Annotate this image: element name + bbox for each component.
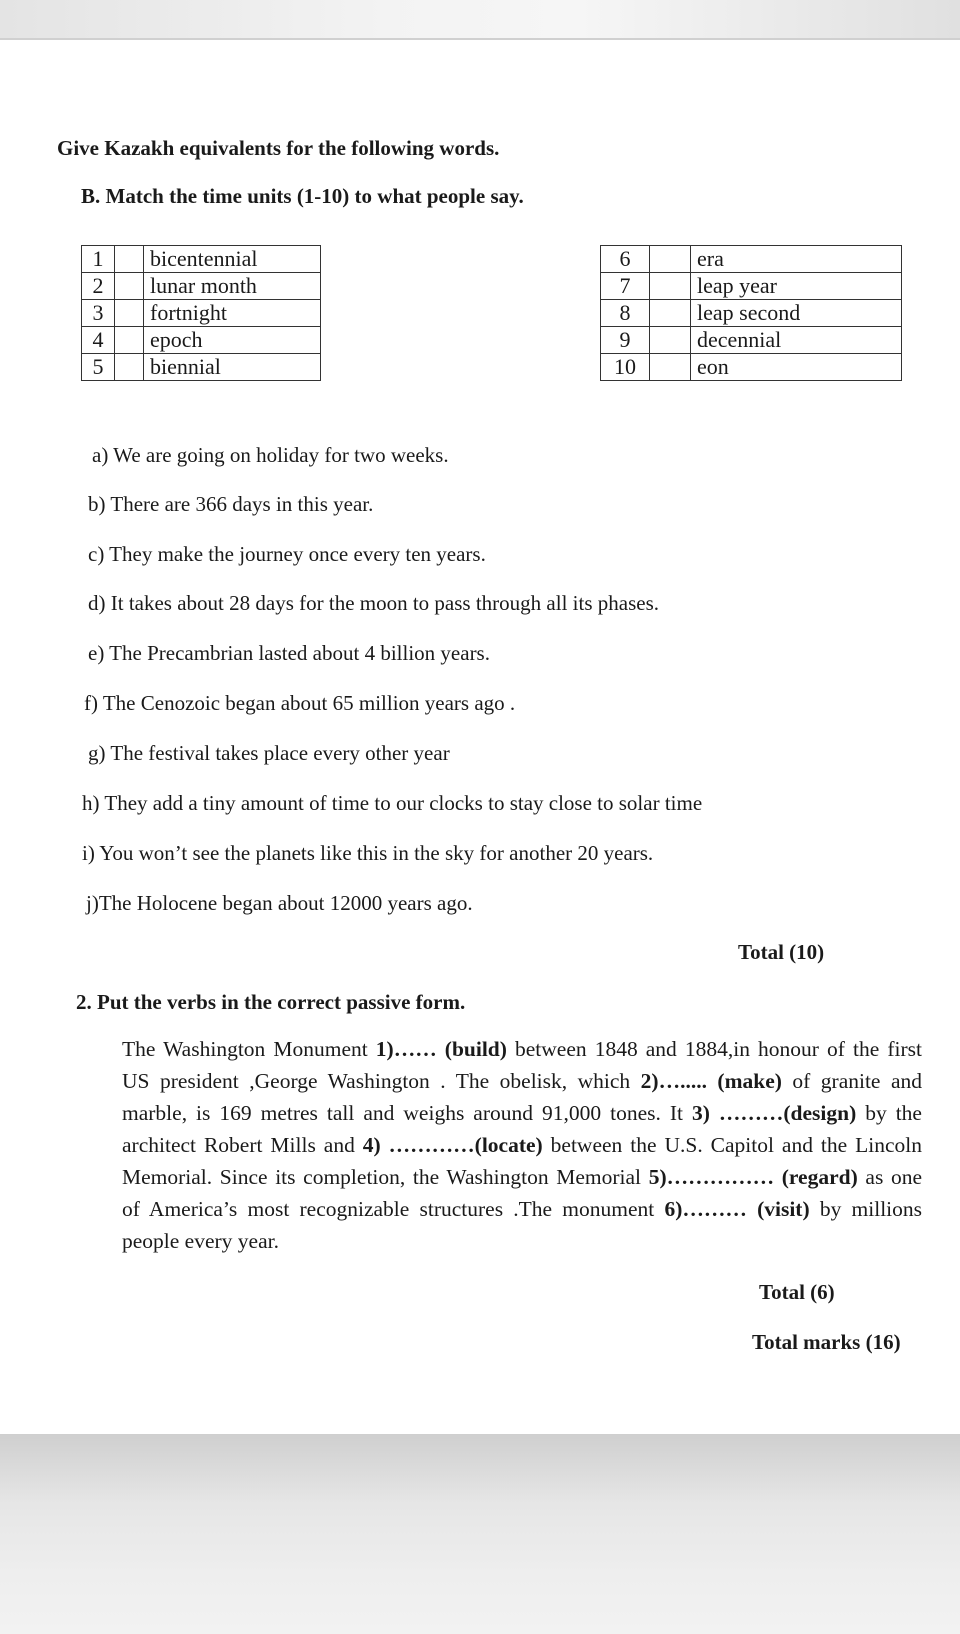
item-number: 8 [601,300,650,327]
sentence-h: h) They add a tiny amount of time to our clocks to stay close to solar time [82,791,703,815]
item-number: 6 [601,246,650,273]
passage-text: between 1848 and 1884,in honour of the first US president ,George Washington . The obelisk, which [122,1037,922,1093]
time-units-table-right [600,245,902,381]
item-number: 3 [82,300,115,327]
time-unit: biennial [144,354,321,381]
time-unit: epoch [144,327,321,354]
sentence-g: g) The festival takes place every other year [88,741,450,765]
sentence-i: i) You won’t see the planets like this in the sky for another 20 years. [82,841,654,865]
gap-1: 1)…… (build) [375,1037,507,1061]
gap-5: 5)…………… (regard) [648,1165,858,1189]
top-shadow-band [0,0,960,40]
sentence-c: c) They make the journey once every ten years. [88,542,486,566]
table-row [82,246,321,273]
time-unit: bicentennial [144,246,321,273]
time-units-table-left [81,245,321,381]
item-number: 9 [601,327,650,354]
time-unit: leap year [691,273,902,300]
table-row [82,354,321,381]
time-unit: leap second [691,300,902,327]
table-row [601,246,902,273]
section-b-title: B. Match the time units (1-10) to what people say. [81,184,524,208]
sentence-e: e) The Precambrian lasted about 4 billion years. [88,641,490,665]
section-2-title: 2. Put the verbs in the correct passive form. [76,990,466,1014]
section-b-total: Total (10) [738,940,825,964]
time-unit: era [691,246,902,273]
table-row [82,300,321,327]
item-number: 5 [82,354,115,381]
sentence-f: f) The Cenozoic began about 65 million years ago . [84,691,516,715]
section-2-total: Total (6) [759,1280,835,1304]
gap-2: 2)…..... (make) [640,1069,782,1093]
sentence-b: b) There are 366 days in this year. [88,492,374,516]
sentence-j: j)The Holocene began about 12000 years ago. [86,891,473,915]
total-marks: Total marks (16) [752,1330,901,1354]
passive-exercise-paragraph [82,1033,922,1257]
time-unit: lunar month [144,273,321,300]
gap-6: 6)……… (visit) [664,1197,810,1221]
item-number: 4 [82,327,115,354]
table-row [601,273,902,300]
passage-text: of granite and marble, is 169 metres tall and weighs around 91,000 tones. It [122,1069,922,1125]
item-number: 2 [82,273,115,300]
table-row [601,327,902,354]
table-row [601,300,902,327]
table-row [82,273,321,300]
passage-text: by millions people every year. [122,1197,923,1253]
item-number: 10 [601,354,650,381]
time-unit: fortnight [144,300,321,327]
gap-4: 4) …………(locate) [362,1133,543,1157]
passage-text: as one of America’s most recognizable structures .The monument [122,1165,923,1221]
sentence-d: d) It takes about 28 days for the moon to pass through all its phases. [88,591,659,615]
item-number: 7 [601,273,650,300]
sentence-a: a) We are going on holiday for two weeks. [92,443,449,467]
item-number: 1 [82,246,115,273]
table-row [601,354,902,381]
time-unit: eon [691,354,902,381]
bottom-shadow-band [0,1434,960,1634]
passage-text: The Washington Monument [122,1037,376,1061]
passage-text: by the architect Robert Mills and [122,1101,922,1157]
table-row [82,327,321,354]
time-unit: decennial [691,327,902,354]
main-heading: Give Kazakh equivalents for the following words. [57,136,500,160]
passage-text: between the U.S. Capitol and the Lincoln Memorial. Since its completion, the Washington Memorial [122,1133,922,1189]
gap-3: 3) ………(design) [691,1101,857,1125]
